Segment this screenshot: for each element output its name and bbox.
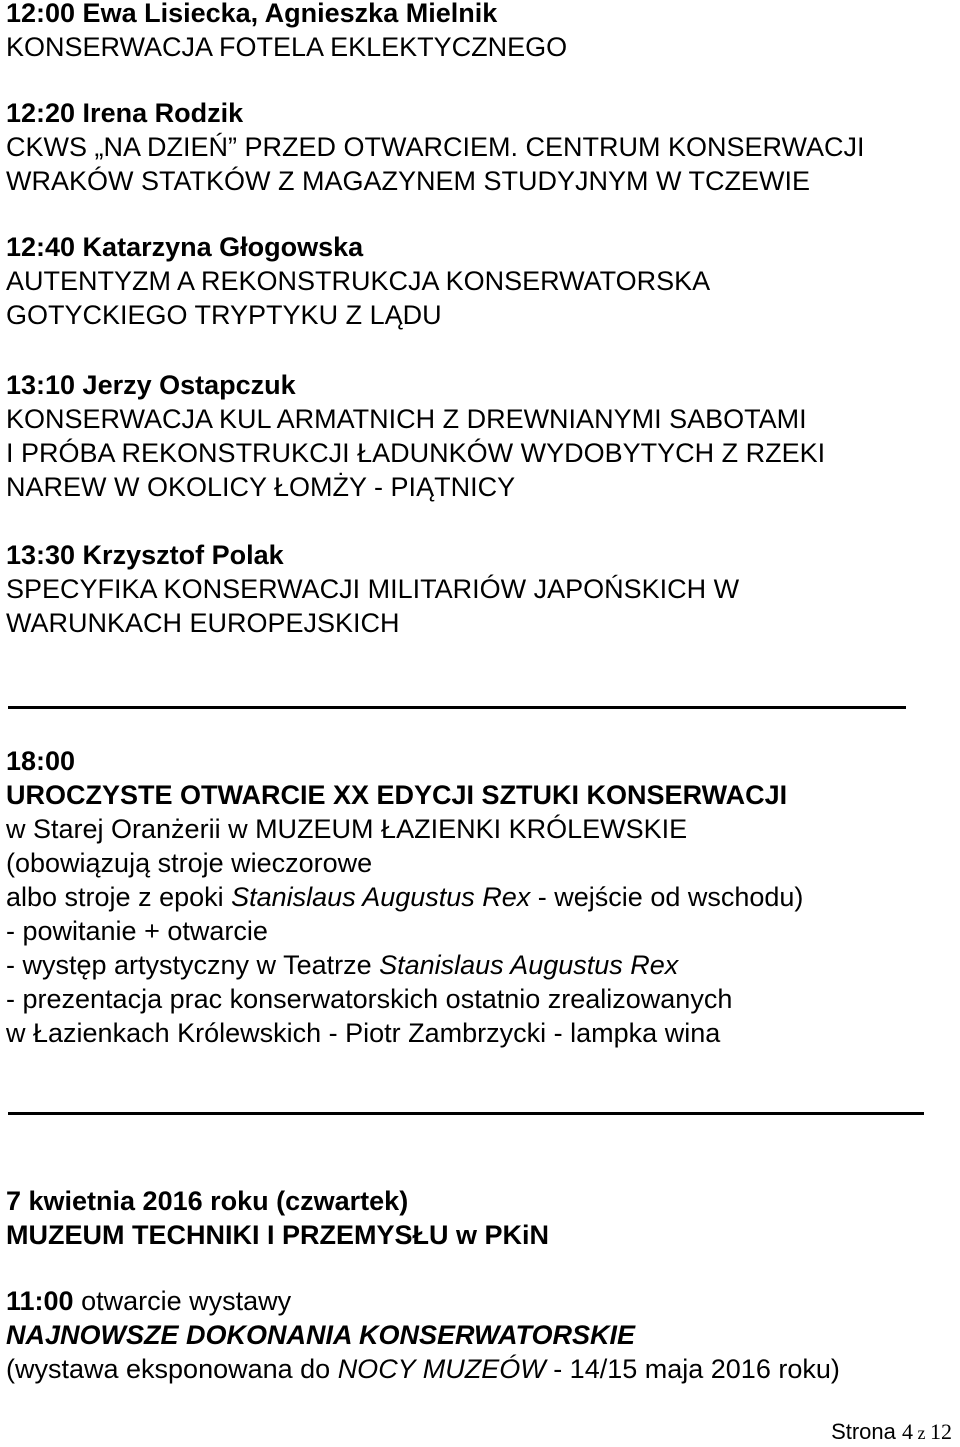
- exhibition-note: [6, 1352, 840, 1386]
- section-divider: [8, 1112, 924, 1115]
- talk-title-line: KONSERWACJA FOTELA EKLEKTYCZNEGO: [6, 32, 568, 62]
- text-fragment: (wystawa eksponowana do: [6, 1354, 338, 1384]
- talk-header: 12:20 Irena Rodzik: [6, 98, 244, 128]
- talk-title-line: WRAKÓW STATKÓW Z MAGAZYNEM STUDYJNYM W TCZEWIE: [6, 166, 810, 196]
- exhibition-opening: [6, 1284, 840, 1318]
- page-number: 4: [902, 1419, 913, 1444]
- day-venue: MUZEUM TECHNIKI I PRZEMYSŁU w PKiN: [6, 1220, 550, 1250]
- talk-3: [6, 230, 710, 332]
- talk-title-line: GOTYCKIEGO TRYPTYKU Z LĄDU: [6, 300, 442, 330]
- day-date: 7 kwietnia 2016 roku (czwartek): [6, 1186, 409, 1216]
- talk-title-line: KONSERWACJA KUL ARMATNICH Z DREWNIANYMI SABOTAMI: [6, 404, 807, 434]
- opening-item: [6, 948, 803, 982]
- opening-title: UROCZYSTE OTWARCIE XX EDYCJI SZTUKI KONSERWACJI: [6, 780, 788, 810]
- opening-dress-code: (obowiązują stroje wieczorowe: [6, 848, 373, 878]
- page-total: 12: [930, 1419, 952, 1444]
- opening-time: 18:00: [6, 746, 76, 776]
- talk-title-line: I PRÓBA REKONSTRUKCJI ŁADUNKÓW WYDOBYTYCH Z RZEKI: [6, 438, 826, 468]
- opening-item: - powitanie + otwarcie: [6, 916, 268, 946]
- section-divider: [8, 706, 906, 709]
- text-fragment-italic: Stanislaus Augustus Rex: [379, 950, 679, 980]
- talk-title-line: SPECYFIKA KONSERWACJI MILITARIÓW JAPOŃSKICH W: [6, 574, 740, 604]
- text-fragment: albo stroje z epoki: [6, 882, 232, 912]
- talk-title-line: WARUNKACH EUROPEJSKICH: [6, 608, 400, 638]
- text-fragment-italic: NOCY MUZEÓW: [337, 1354, 546, 1384]
- text-fragment: - występ artystyczny w Teatrze: [6, 950, 380, 980]
- text-fragment: - wejście od wschodu): [530, 882, 804, 912]
- talk-header: 12:40 Katarzyna Głogowska: [6, 232, 364, 262]
- page-label: Strona: [831, 1419, 902, 1444]
- text-fragment: - 14/15 maja 2016 roku): [545, 1354, 840, 1384]
- talk-4: [6, 368, 825, 504]
- talk-header: 13:10 Jerzy Ostapczuk: [6, 370, 296, 400]
- page-footer: [831, 1418, 952, 1447]
- talk-5: [6, 538, 739, 640]
- of-label: z: [913, 1423, 930, 1443]
- exhibition-time: 11:00: [6, 1286, 74, 1316]
- opening-item: - prezentacja prac konserwatorskich ostatnio zrealizowanych: [6, 984, 733, 1014]
- text-fragment-italic: Stanislaus Augustus Rex: [231, 882, 531, 912]
- talk-header: 13:30 Krzysztof Polak: [6, 540, 284, 570]
- exhibition-title: NAJNOWSZE DOKONANIA KONSERWATORSKIE: [6, 1320, 636, 1350]
- talk-2: [6, 96, 865, 198]
- talk-title-line: AUTENTYZM A REKONSTRUKCJA KONSERWATORSKA: [6, 266, 711, 296]
- talk-title-line: NAREW W OKOLICY ŁOMŻY - PIĄTNICY: [6, 472, 516, 502]
- talk-title-line: CKWS „NA DZIEŃ” PRZED OTWARCIEM. CENTRUM KONSERWACJI: [6, 132, 865, 162]
- talk-header: 12:00 Ewa Lisiecka, Agnieszka Mielnik: [6, 0, 498, 28]
- opening-place: w Starej Oranżerii w MUZEUM ŁAZIENKI KRÓLEWSKIE: [6, 814, 688, 844]
- talk-1: [6, 0, 567, 64]
- opening-dress-alt: [6, 880, 803, 914]
- exhibition-label: otwarcie wystawy: [73, 1286, 292, 1316]
- opening-item: w Łazienkach Królewskich - Piotr Zambrzycki - lampka wina: [6, 1018, 721, 1048]
